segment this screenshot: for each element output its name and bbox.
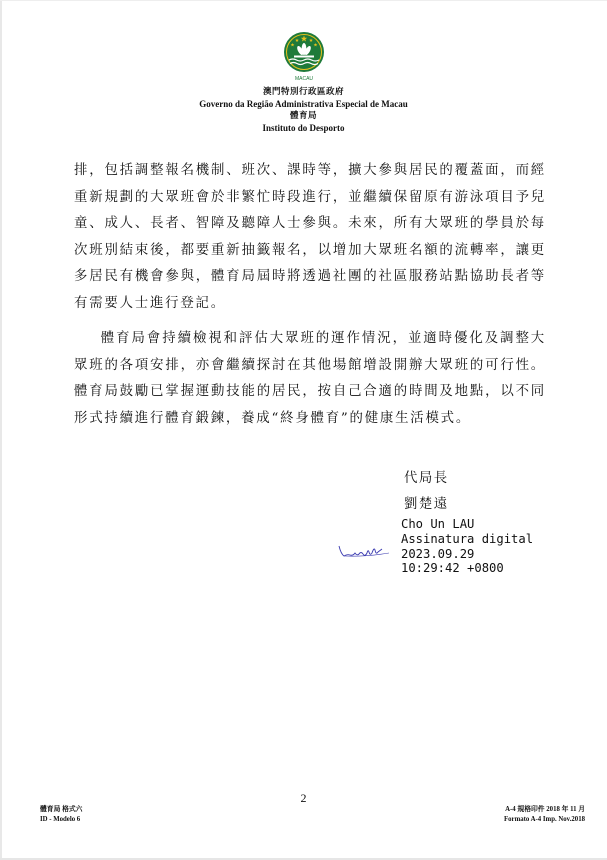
government-name-pt: Governo da Região Administrativa Especial de Macau bbox=[199, 99, 408, 109]
body-paragraph: 體育局會持續檢視和評估大眾班的運作情況，並適時優化及調整大眾班的各項安排，亦會繼續探討在其他場館增設開辦大眾班的可行性。體育局鼓勵已掌握運動技能的居民，按自己合適的時間及地點，以不同形式持續進行體育鍛鍊，養成“終身體育”的健康生活模式。 bbox=[74, 331, 546, 426]
page-edge-top bbox=[0, 0, 607, 1]
macau-emblem-icon bbox=[277, 30, 331, 82]
footer-print-format-pt: Formato A-4 Imp. Nov.2018 bbox=[504, 815, 585, 823]
footer-form-code-zh: 體育局 格式六 bbox=[40, 806, 83, 813]
letter-body bbox=[74, 158, 546, 432]
digital-signature-stamp bbox=[401, 517, 533, 576]
letterhead bbox=[0, 30, 607, 134]
digital-signature-label: Assinatura digital bbox=[401, 531, 534, 546]
institute-name-zh: 體育局 bbox=[289, 111, 317, 121]
institute-name-pt: Instituto do Desporto bbox=[262, 123, 345, 133]
footer-print-format-zh: A-4 規格印件 2018 年 11 月 bbox=[505, 806, 585, 813]
digital-signature-time: 10:29:42 +0800 bbox=[401, 561, 504, 576]
page-number: 2 bbox=[300, 791, 307, 805]
footer-form-code bbox=[40, 805, 82, 824]
emblem-caption: MACAU bbox=[294, 76, 313, 82]
signature-block bbox=[404, 466, 449, 518]
handwritten-signature-icon bbox=[336, 536, 396, 562]
signer-title: 代局長 bbox=[404, 471, 449, 486]
body-paragraph: 排，包括調整報名機制、班次、課時等，擴大參與居民的覆蓋面，而經重新規劃的大眾班會於非繁忙時段進行，並繼續保留原有游泳項目予兒童、成人、長者、智障及聽障人士參與。未來，所有大眾班的學員於每次班別結束後，都要重新抽籤報名，以增加大眾班名額的流轉率，讓更多居民有機會參與，體育局屆時將透過社團的社區服務站點協助長者等有需要人士進行登記。 bbox=[74, 163, 546, 311]
digital-signer: Cho Un LAU bbox=[401, 517, 475, 531]
footer-form-code-pt: ID - Modelo 6 bbox=[40, 815, 81, 823]
government-name-zh: 澳門特別行政區政府 bbox=[262, 87, 344, 97]
footer-print-format bbox=[504, 805, 585, 824]
signer-name: 劉楚遠 bbox=[404, 497, 449, 512]
digital-signature-date: 2023.09.29 bbox=[401, 546, 475, 561]
